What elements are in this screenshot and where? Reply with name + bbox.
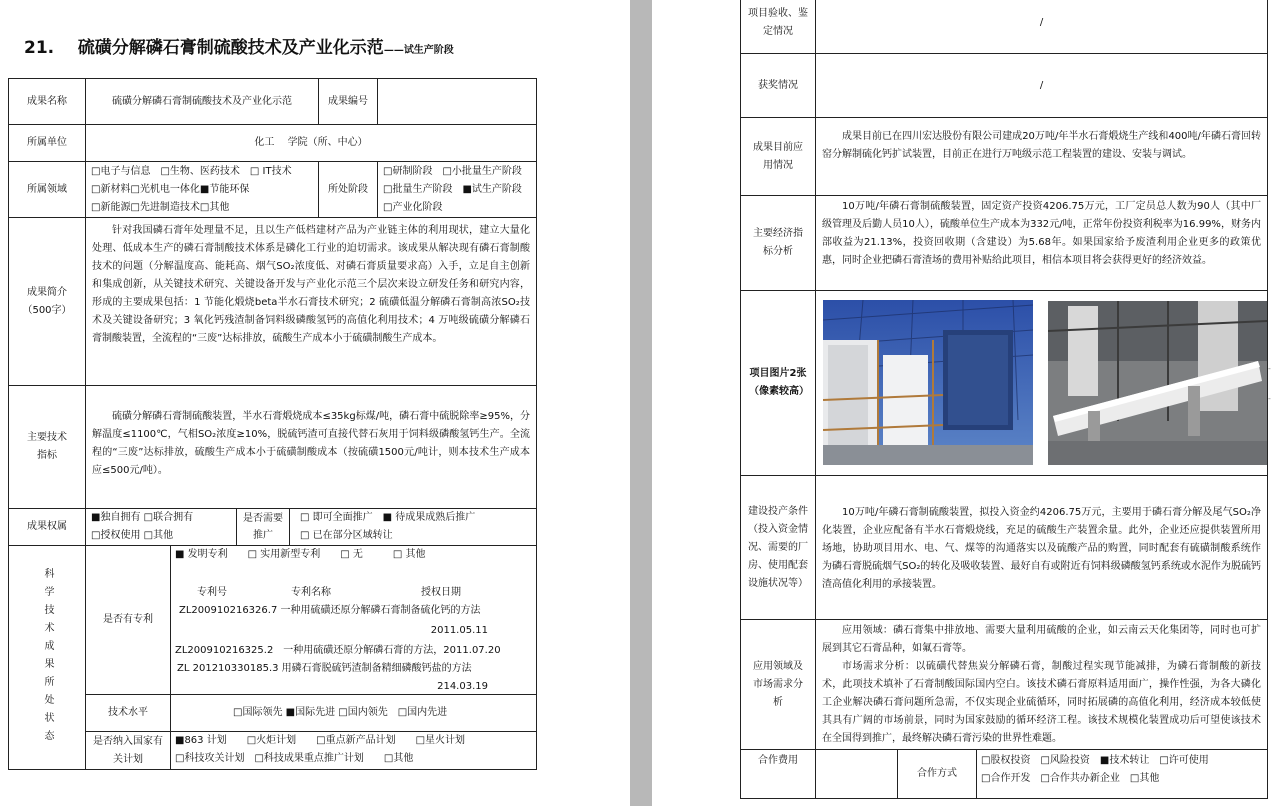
build-label: 建设投产条件（投入资金情况、需要的厂房、使用配套设施状况等） <box>740 475 816 620</box>
tech-label: 主要技术指标 <box>8 385 86 509</box>
coop-option-line: □股权投资 □风险投资 ■技术转让 □许可使用 <box>981 755 1209 766</box>
econ-label: 主要经济指标分析 <box>740 195 816 291</box>
patent-item: ZL 201210330185.3 用磷石膏脱硫钙渣制备精细磷酸钙盐的方法 <box>177 663 472 674</box>
page-gutter <box>630 0 652 806</box>
sci-status-label: 科学技术成果所处状态 <box>8 545 86 770</box>
stage-options <box>377 161 537 218</box>
plan-label: 是否纳入国家有关计划 <box>85 731 171 770</box>
margin-mark: - <box>1268 394 1271 403</box>
patent-item-date: 2011.05.11 <box>430 625 488 636</box>
patent-header-name: 专利名称 <box>291 587 331 598</box>
accept-value: / <box>815 0 1268 54</box>
name-label: 成果名称 <box>8 78 86 125</box>
market-text-cell <box>815 619 1268 750</box>
patent-header-number: 专利号 <box>197 587 227 598</box>
document-page-right <box>652 0 1278 806</box>
photo-label: 项目图片2张（像素较高） <box>740 290 816 476</box>
unit-label: 所属单位 <box>8 124 86 162</box>
promo-label: 是否需要推广 <box>236 508 290 546</box>
plan-option-line: ■863 计划 □火炬计划 □重点新产品计划 □星火计划 <box>175 735 466 746</box>
unit-value: 化工 学院（所、中心） <box>85 124 537 162</box>
econ-text: 10万吨/年磷石膏制硫酸装置，固定资产投资4206.75万元，工厂定员总人数为90人（其中厂级管理及后勤人员10人），硫酸单位生产成本为332元/吨，正常年份投资利税率为16.99%，财务内部收益为21.13%，投资回收期（含建设）为5.68年。如果国家给予废渣利用企业更多的政策优惠，同时企业把磷石膏渣场的费用补贴给此项目，相信本项目将会获得更好的经济效益。 <box>822 201 1261 266</box>
level-label: 技术水平 <box>85 694 171 732</box>
stage-label: 所处阶段 <box>318 161 378 218</box>
stage-option-line: □批量生产阶段 ■试生产阶段 <box>383 184 522 195</box>
apply-label: 成果目前应用情况 <box>740 117 816 196</box>
plan-option-line: □科技攻关计划 □科技成果重点推广计划 □其他 <box>175 753 414 764</box>
accept-label: 项目验收、鉴定情况 <box>740 0 816 54</box>
coop-options <box>976 749 1268 799</box>
coop-mode-label: 合作方式 <box>897 749 977 799</box>
code-value <box>377 78 537 125</box>
patent-types: ■ 发明专利 □ 实用新型专利 □ 无 □ 其他 <box>175 549 426 560</box>
patent-item: ZL200910216325.2 一种用硫磺还原分解磷石膏的方法，2011.07.20 <box>175 645 501 656</box>
market-text-2: 市场需求分析：以硫磺代替焦炭分解磷石膏，制酸过程实现节能减排，为磷石膏制酸的新技术，此项技术填补了石膏制酸国际国内空白。该技术磷石膏原料适用面广，操作性强，为各大磷化工企业解决磷石膏问题所急需，不仅实现企业硫循环，同时拓展磷的高值化利用，经济成本较低使其具有广阔的市场前景，同时为国家鼓励的循环经济工程。该技术规模化装置成功后可望使该技术在全国得到推广，最终解决磷石膏污染的世界性难题。 <box>822 661 1261 744</box>
field-option-line: □新能源□先进制造技术□其他 <box>91 202 230 213</box>
coop-cost-label: 合作费用 <box>740 749 816 799</box>
promo-options <box>289 508 537 546</box>
apply-text: 成果目前已在四川宏达股份有限公司建成20万吨/年半水石膏煅烧生产线和400吨/年磷石膏回转窑分解制硫化钙扩试装置，目前正在进行万吨级示范工程装置的建设、安装与调试。 <box>822 131 1261 160</box>
patent-header-date: 授权日期 <box>421 587 461 598</box>
promo-option-line: □ 即可全面推广 ■ 待成果成熟后推广 <box>300 512 476 523</box>
coop-option-line: □合作开发 □合作共办新企业 □其他 <box>981 773 1160 784</box>
patent-item: ZL200910216326.7 一种用硫磺还原分解磷石膏制备硫化钙的方法 <box>179 605 481 616</box>
apply-text-cell <box>815 117 1268 196</box>
market-text-1: 应用领域：磷石膏集中排放地、需要大量利用硫酸的企业，如云南云天化集团等，同时也可扩展到其它石膏品种，如氟石膏等。 <box>822 625 1261 654</box>
field-label: 所属领域 <box>8 161 86 218</box>
field-option-line: □新材料□光机电一体化■节能环保 <box>91 184 250 195</box>
market-label: 应用领域及市场需求分析 <box>740 619 816 750</box>
award-label: 获奖情况 <box>740 53 816 118</box>
intro-label: 成果简介（500字） <box>8 217 86 386</box>
photo-cell <box>815 290 1268 476</box>
owner-label: 成果权属 <box>8 508 86 546</box>
build-text: 10万吨/年磷石膏制硫酸装置，拟投入资金约4206.75万元，主要用于磷石膏分解及尾气SO₂净化装置，企业应配备有半水石膏煅烧线，充足的硫酸生产装置余量。此外，企业还应提供装置所用场地，协助项目用水、电、气、煤等的沟通落实以及硫酸产品的购置，同时配套有硫磺制酸系统作为磷石膏脱硫烟气SO₂的转化及吸收装置、最好自有或附近有饲料级磷酸氢钙系统或水泥作为脱硫钙渣高值化利用的承接装置。 <box>822 507 1261 590</box>
field-option-line: □电子与信息 □生物、医药技术 □ IT技术 <box>91 166 292 177</box>
plan-options <box>170 731 537 770</box>
coop-cost-value <box>815 749 898 799</box>
plant-photo-1 <box>823 300 1033 465</box>
margin-mark: - <box>1268 364 1271 373</box>
field-options <box>85 161 319 218</box>
owner-option-line: □授权使用 □其他 <box>91 530 174 541</box>
plant-photo-2 <box>1048 301 1268 465</box>
tech-text: 硫磺分解磷石膏制硫酸装置，半水石膏煅烧成本≤35kg标煤/吨，磷石膏中硫脱除率≥95%，分解温度≤1100℃，气相SO₂浓度≥10%，脱硫钙渣可直接代替石灰用于饲料级磷酸氢钙生产。全流程的“三废”达标排放，硫酸生产成本小于硫磺制酸成本（按硫磺1500元/吨计，则本技术生产成本应≤500元/吨）。 <box>92 411 530 476</box>
owner-options <box>85 508 237 546</box>
page-title: 21. 硫磺分解磷石膏制硫酸技术及产业化示范——试生产阶段 <box>24 38 454 58</box>
owner-option-line: ■独自拥有 □联合拥有 <box>91 512 194 523</box>
code-label: 成果编号 <box>318 78 378 125</box>
stage-option-line: □产业化阶段 <box>383 202 443 213</box>
build-text-cell <box>815 475 1268 620</box>
intro-text-cell <box>85 217 537 386</box>
patent-cell <box>170 545 537 695</box>
tech-text-cell <box>85 385 537 509</box>
patent-label: 是否有专利 <box>85 545 171 695</box>
econ-text-cell <box>815 195 1268 291</box>
document-page-left <box>0 0 630 806</box>
patent-item-date: 214.03.19 <box>437 681 488 692</box>
intro-text: 针对我国磷石膏年处理量不足，且以生产低档建材产品为产业链主体的利用现状，建立大量化处理、低成本生产的磷石膏制酸技术体系是磷化工行业的迫切需求。该成果从解决现有磷石膏制酸技术的问题（分解温度高、能耗高、烟气SO₂浓度低、对磷石膏质量要求高）入手，立足自主创新和集成创新，从关键技术研究、关键设备开发与产业化示范三个层次来设立研发任务和研究内容，形成的主要成果包括：1 节能化煅烧beta半水石膏技术研究；2 硫磺低温分解磷石膏制高浓SO₂技术及关键设备研究；3 氧化钙残渣制备饲料级磷酸氢钙的高值化利用技术；4 万吨级硫磺分解磷石膏制酸装置，全流程的“三废”达标排放，硫酸生产成本小于硫磺制酸生产成本。 <box>92 225 530 344</box>
promo-option-line: □ 已在部分区域转让 <box>300 530 393 541</box>
name-value: 硫磺分解磷石膏制硫酸技术及产业化示范 <box>85 78 319 125</box>
award-value: / <box>815 53 1268 118</box>
stage-option-line: □研制阶段 □小批量生产阶段 <box>383 166 522 177</box>
level-options: □国际领先 ■国际先进 □国内领先 □国内先进 <box>170 694 537 732</box>
